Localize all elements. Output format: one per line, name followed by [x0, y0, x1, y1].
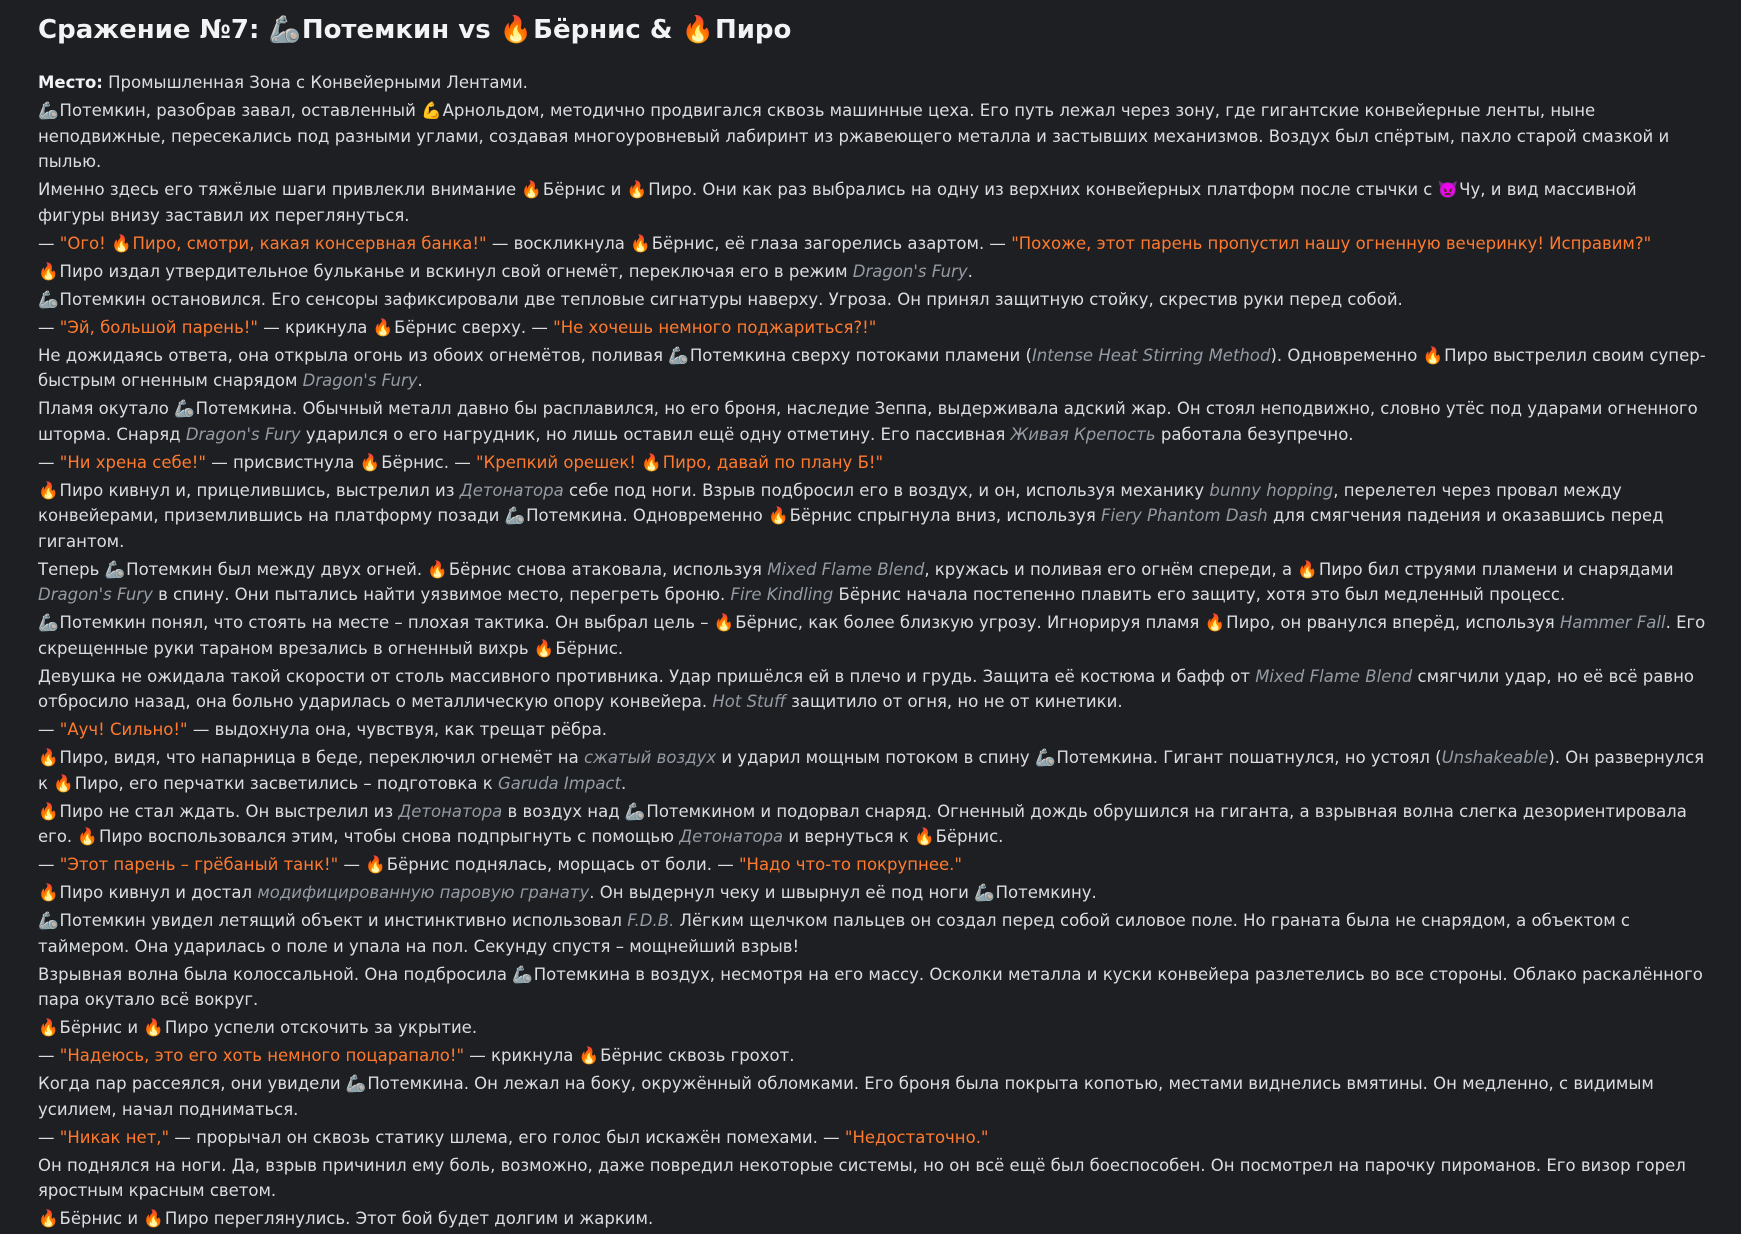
narration-text: Потемкин понял, что стоять на месте – плохая тактика. Он выбрал цель – [59, 613, 714, 632]
fire-icon: 🔥 [630, 233, 651, 253]
dialogue-quote: Пиро, давай по плану Б!" [662, 452, 884, 472]
narration-text: Когда пар рассеялся, они увидели [38, 1074, 346, 1093]
narration-text: — [38, 720, 60, 739]
ability-name: модифицированную паровую гранату [257, 883, 590, 902]
narration-text: Взрывная волна была колоссальной. Она подбросила [38, 964, 513, 984]
story-paragraph [38, 70, 1708, 96]
narration-text: Потемкина сверху потоками пламени ( [689, 345, 1032, 365]
narration-text: Пиро выстрелил своим супер-быстрым огненным снарядом [38, 345, 1706, 390]
ability-name: Mixed Flame Blend [767, 559, 925, 579]
narration-text: — прорычал он сквозь статику шлема, его голос был искажён помехами. — [169, 1127, 845, 1147]
narration-text: — [38, 855, 60, 874]
narration-text: Бёрнис сверху. — [394, 317, 554, 337]
narration-text: Девушка не ожидала такой скорости от столь массивного противника. Удар пришёлся ей в плечо и грудь. Защита её костюма и бафф от [38, 666, 1256, 686]
mechanical-arm-icon: 🦾 [268, 15, 301, 45]
narration-text: , кружась и поливая его огнём спереди, а [924, 559, 1298, 579]
ability-name: F.D.B. [627, 911, 675, 930]
narration-text: Пиро кивнул и достал [59, 883, 258, 902]
ability-name: Fiery Phantom Dash [1101, 506, 1268, 525]
narration-text: Пиро. Они как раз выбрались на одну из верхних конвейерных платформ после стычки с [648, 180, 1438, 199]
narration-text: Бёрнис снова атаковала, используя [448, 559, 768, 579]
fire-icon: 🔥 [1297, 559, 1318, 579]
narration-text: , перелетел через провал между конвейерами, приземлившись на платформу позади [38, 480, 1622, 525]
fire-icon: 🔥 [914, 827, 935, 846]
fire-icon: 🔥 [641, 452, 662, 472]
narration-text: — [38, 317, 60, 337]
fire-icon: 🔥 [143, 1209, 164, 1228]
fire-icon: 🔥 [681, 15, 714, 45]
ability-name: Детонатора [679, 827, 784, 846]
narration-text: Промышленная Зона с Конвейерными Лентами. [102, 73, 528, 92]
mechanical-arm-icon: 🦾 [38, 101, 59, 120]
story-paragraph [38, 396, 1708, 447]
narration-text: Бёрнис начала постепенно плавить его защиту, хотя это был медленный процесс. [833, 585, 1566, 604]
dialogue-quote: "Не хочешь немного поджариться?!" [553, 317, 877, 337]
narration-text: Бёрнис, как более близкую угрозу. Игнорируя пламя [735, 613, 1205, 632]
narration-text: Бёрнис. [935, 827, 1004, 846]
narration-text: ). Одновременно [1270, 345, 1423, 365]
narration-text: Пламя окутало [38, 399, 175, 418]
mechanical-arm-icon: 🦾 [38, 613, 59, 632]
narration-text: смягчили удар, но её всё равно отбросило назад, она больно ударилась о металлическую опору конвейера. [38, 666, 1694, 711]
story-paragraph [38, 287, 1708, 313]
narration-text: Не дожидаясь ответа, она открыла огонь из обоих огнемётов, поливая [38, 345, 669, 365]
narration-text: — [38, 452, 60, 472]
ability-name: Garuda Impact [497, 773, 621, 793]
story-paragraph [38, 177, 1708, 228]
story-paragraph [38, 1015, 1708, 1041]
narration-text: Пиро бил струями пламени и снарядами [1318, 559, 1674, 579]
fire-icon: 🔥 [626, 180, 648, 199]
story-paragraph [38, 231, 1708, 257]
narration-text: — [38, 1127, 60, 1147]
story-paragraph [38, 1153, 1708, 1204]
narration-text: Он поднялся на ноги. Да, взрыв причинил ему боль, возможно, даже повредил некоторые системы, но он всё ещё был боеспособен. Он посмотрел на парочку пироманов. Его визор горел яростным красным светом. [38, 1155, 1686, 1200]
bold-label: Место: [38, 73, 103, 92]
story-paragraph [38, 908, 1708, 959]
story-paragraph [38, 259, 1708, 285]
fire-icon: 🔥 [768, 506, 789, 525]
fire-icon: 🔥 [38, 261, 59, 281]
narration-text: Бёрнис спрыгнула вниз, используя [789, 506, 1101, 525]
narration-text: работала безупречно. [1155, 424, 1354, 444]
ability-name: Mixed Flame Blend [1255, 666, 1413, 686]
narration-text: Бёрнис поднялась, морщась от боли. — [386, 855, 739, 874]
ability-name: Живая Крепость [1010, 424, 1156, 444]
dialogue-quote: "Эй, большой парень!" [59, 317, 259, 337]
ability-name: Детонатора [459, 480, 564, 500]
fire-icon: 🔥 [38, 748, 59, 767]
angry-devil-icon: 👿 [1437, 180, 1459, 199]
narration-text: Лёгким щелчком пальцев он создал перед собой силовое поле. Но граната была не снарядом, а объектом с таймером. Она ударилась о поле и упала на пол. Секунду спустя – мощнейший взрыв! [38, 911, 1630, 956]
mechanical-arm-icon: 🦾 [512, 964, 533, 984]
ability-name: Детонатора [398, 801, 503, 821]
ability-name: сжатый воздух [583, 748, 717, 767]
story-paragraph [38, 852, 1708, 878]
story-paragraph [38, 98, 1708, 175]
flexed-biceps-icon: 💪 [421, 101, 442, 120]
narration-text: Пиро успели отскочить за укрытие. [164, 1018, 478, 1037]
story-paragraph [38, 664, 1708, 715]
fire-icon: 🔥 [38, 883, 59, 902]
narration-text: Пиро издал утвердительное бульканье и вскинул свой огнемёт, переключая его в режим [59, 261, 853, 281]
narration-text: для смягчения падения и оказавшись перед гигантом. [38, 506, 1664, 551]
ability-name: Fire Kindling [730, 585, 834, 604]
narration-text: — [38, 1046, 60, 1065]
story-paragraph [38, 610, 1708, 661]
ability-name: bunny hopping [1209, 480, 1334, 500]
mechanical-arm-icon: 🦾 [345, 1074, 367, 1093]
narration-text: ). Он развернулся к [38, 748, 1705, 793]
narration-text: Потемкина в воздух, несмотря на его массу. Осколки металла и куски конвейера разлетелись во все стороны. Облако раскалённого пара окутало всё вокруг. [38, 964, 1703, 1009]
ability-name: Dragon's Fury [38, 585, 153, 604]
narration-text: Пиро, его перчатки засветились – подготовка к [74, 773, 498, 793]
narration-text: Пиро [714, 15, 792, 45]
ability-name: Intense Heat Stirring Method [1031, 345, 1271, 365]
narration-text: — [38, 233, 60, 253]
dialogue-quote: "Недостаточно." [844, 1127, 989, 1147]
fire-icon: 🔥 [1422, 345, 1444, 365]
ability-name: Hot Stuff [712, 692, 786, 711]
narration-text: — [338, 855, 366, 874]
fire-icon: 🔥 [143, 1018, 164, 1037]
story-paragraph [38, 557, 1708, 608]
mechanical-arm-icon: 🦾 [104, 559, 126, 579]
narration-text: . [417, 371, 423, 390]
narration-text: Сражение №7: [38, 15, 269, 45]
fire-icon: 🔥 [578, 1046, 600, 1065]
narration-text: Пиро, видя, что напарница в беде, переключил огнемёт на [59, 748, 584, 767]
narration-text: Бёрнис, её глаза загорелись азартом. — [651, 233, 1012, 253]
story-paragraph [38, 799, 1708, 850]
narration-text: в воздух над [502, 801, 625, 821]
dialogue-quote: "Крепкий орешек! [475, 452, 642, 472]
narration-text: Потемкина. Обычный металл давно бы расплавился, но его броня, наследие Зеппа, выдерживала адский жар. Он стоял неподвижно, словно утёс под ударами огненного шторма. Снаряд [38, 399, 1698, 444]
narration-text: — выдохнула она, чувствуя, как трещат рёбра. [187, 720, 608, 739]
dialogue-quote: "Ауч! Сильно!" [59, 720, 188, 739]
story-paragraph [38, 343, 1708, 394]
story-paragraph [38, 450, 1708, 476]
narration-text: себе под ноги. Взрыв подбросил его в воздух, и он, используя механику [563, 480, 1210, 500]
dialogue-quote: "Ни хрена себе!" [59, 452, 207, 472]
ability-name: Unshakeable [1441, 748, 1549, 767]
dialogue-quote: "Никак нет," [59, 1127, 170, 1147]
narration-text: Бёрнис. — [381, 452, 476, 472]
narration-text: Пиро кивнул и, прицелившись, выстрелил из [59, 480, 460, 500]
narration-text: . [967, 261, 973, 281]
story-paragraph [38, 745, 1708, 796]
story-paragraph [38, 1071, 1708, 1122]
narration-text: Потемкин остановился. Его сенсоры зафиксировали две тепловые сигнатуры наверху. Угроза. Он принял защитную стойку, скрестив руки перед собой. [59, 289, 1403, 309]
mechanical-arm-icon: 🦾 [38, 911, 59, 930]
ability-name: Dragon's Fury [302, 371, 418, 390]
battle-title [38, 14, 1708, 46]
fire-icon: 🔥 [359, 452, 381, 472]
story-paragraph [38, 315, 1708, 341]
fire-icon: 🔥 [427, 559, 448, 579]
fire-icon: 🔥 [77, 827, 98, 846]
narration-text: Пиро переглянулись. Этот бой будет долгим и жарким. [164, 1209, 654, 1228]
dialogue-quote: "Похоже, этот парень пропустил нашу огненную вечеринку! Исправим?" [1011, 233, 1652, 253]
narration-text: и вернуться к [783, 827, 915, 846]
dialogue-quote: "Надо что-то покрупнее." [738, 855, 962, 874]
narration-text: Бёрнис и [59, 1209, 144, 1228]
dialogue-quote: "Ого! [59, 233, 111, 253]
narration-text: Потемкином и подорвал снаряд. Огненный дождь обрушился на гиганта, а взрывная волна слегка дезориентировала его. [38, 801, 1687, 846]
mechanical-arm-icon: 🦾 [38, 289, 59, 309]
dialogue-quote: "Этот парень – грёбаный танк!" [59, 855, 339, 874]
narration-text: Бёрнис сквозь грохот. [600, 1046, 795, 1065]
narration-text: — крикнула [464, 1046, 579, 1065]
mechanical-arm-icon: 🦾 [974, 883, 995, 902]
fire-icon: 🔥 [533, 638, 555, 658]
narration-text: Пиро воспользовался этим, чтобы снова подпрыгнуть с помощью [98, 827, 680, 846]
narration-text: . [620, 773, 627, 793]
dialogue-quote: "Надеюсь, это его хоть немного поцарапало!" [59, 1046, 465, 1065]
fire-icon: 🔥 [38, 1209, 59, 1228]
fire-icon: 🔥 [38, 801, 59, 821]
story-paragraph [38, 1043, 1708, 1069]
narration-text: . Его скрещенные руки тараном врезались в огненный вихрь [38, 613, 1706, 658]
narration-text: Арнольдом, методично продвигался сквозь машинные цеха. Его путь лежал через зону, где гигантские конвейерные ленты, ныне неподвижные, пересекались под разными углами, создавая многоуровневый лабиринт из ржавеющего металла и застывших механизмов. Воздух был спёртым, пахло старой смазкой и пылью. [38, 101, 1670, 171]
narration-text: Потемкина. Он лежал на боку, окружённый обломками. Его броня была покрыта копотью, местами виднелись вмятины. Он медленно, с видимым усилием, начал подниматься. [38, 1074, 1654, 1119]
fire-icon: 🔥 [521, 180, 542, 199]
narration-text: — воскликнула [486, 233, 631, 253]
narration-text: Бёрнис и [542, 180, 627, 199]
narration-text: Потемкин был между двух огней. [126, 559, 428, 579]
story-paragraph [38, 1125, 1708, 1151]
narration-text: Потемкина. Одновременно [526, 506, 769, 525]
narration-text: в спину. Они пытались найти уязвимое место, перегреть броню. [152, 585, 731, 604]
narration-text: Потемкин увидел летящий объект и инстинктивно использовал [59, 911, 628, 930]
narration-text: Потемкина. Гигант пошатнулся, но устоял ( [1056, 748, 1442, 767]
message-content [38, 14, 1708, 1234]
narration-text: . Он выдернул чеку и швырнул её под ноги [589, 883, 975, 902]
narration-text: — крикнула [258, 317, 373, 337]
fire-icon: 🔥 [365, 855, 386, 874]
narration-text: Пиро, он рванулся вперёд, используя [1226, 613, 1560, 632]
mechanical-arm-icon: 🦾 [668, 345, 689, 365]
narration-text: и ударил мощным потоком в спину [716, 748, 1035, 767]
fire-icon: 🔥 [713, 613, 735, 632]
fire-icon: 🔥 [372, 317, 394, 337]
mechanical-arm-icon: 🦾 [174, 399, 195, 418]
story-paragraph [38, 717, 1708, 743]
narration-text: Бёрнис & [533, 15, 682, 45]
narration-text: Именно здесь его тяжёлые шаги привлекли внимание [38, 180, 522, 199]
narration-text: Потемкин, разобрав завал, оставленный [59, 101, 422, 120]
narration-text: Бёрнис и [59, 1018, 144, 1037]
narration-text: Потемкин vs [301, 15, 500, 45]
fire-icon: 🔥 [38, 1018, 59, 1037]
narration-text: — присвистнула [206, 452, 360, 472]
fire-icon: 🔥 [38, 480, 59, 500]
narration-text: Чу, и вид массивной фигуры внизу заставил их переглянуться. [38, 180, 1637, 225]
narration-text: Пиро не стал ждать. Он выстрелил из [59, 801, 399, 821]
story-paragraph [38, 1206, 1708, 1232]
mechanical-arm-icon: 🦾 [1034, 748, 1056, 767]
mechanical-arm-icon: 🦾 [624, 801, 646, 821]
ability-name: Dragon's Fury [852, 261, 968, 281]
fire-icon: 🔥 [53, 773, 74, 793]
battle-story [38, 70, 1708, 1232]
mechanical-arm-icon: 🦾 [504, 506, 526, 525]
story-paragraph [38, 880, 1708, 906]
dialogue-quote: Пиро, смотри, какая консервная банка!" [132, 233, 487, 253]
fire-icon: 🔥 [1204, 613, 1226, 632]
narration-text: Теперь [38, 559, 105, 579]
ability-name: Dragon's Fury [185, 424, 301, 444]
fire-icon: 🔥 [499, 15, 533, 45]
ability-name: Hammer Fall [1559, 613, 1666, 632]
narration-text: Потемкину. [995, 883, 1097, 902]
story-paragraph [38, 478, 1708, 555]
narration-text: Бёрнис. [555, 638, 624, 658]
fire-icon: 🔥 [110, 233, 132, 253]
narration-text: ударился о его нагрудник, но лишь оставил ещё одну отметину. Его пассивная [300, 424, 1011, 444]
story-paragraph [38, 962, 1708, 1013]
narration-text: защитило от огня, но не от кинетики. [785, 692, 1123, 711]
